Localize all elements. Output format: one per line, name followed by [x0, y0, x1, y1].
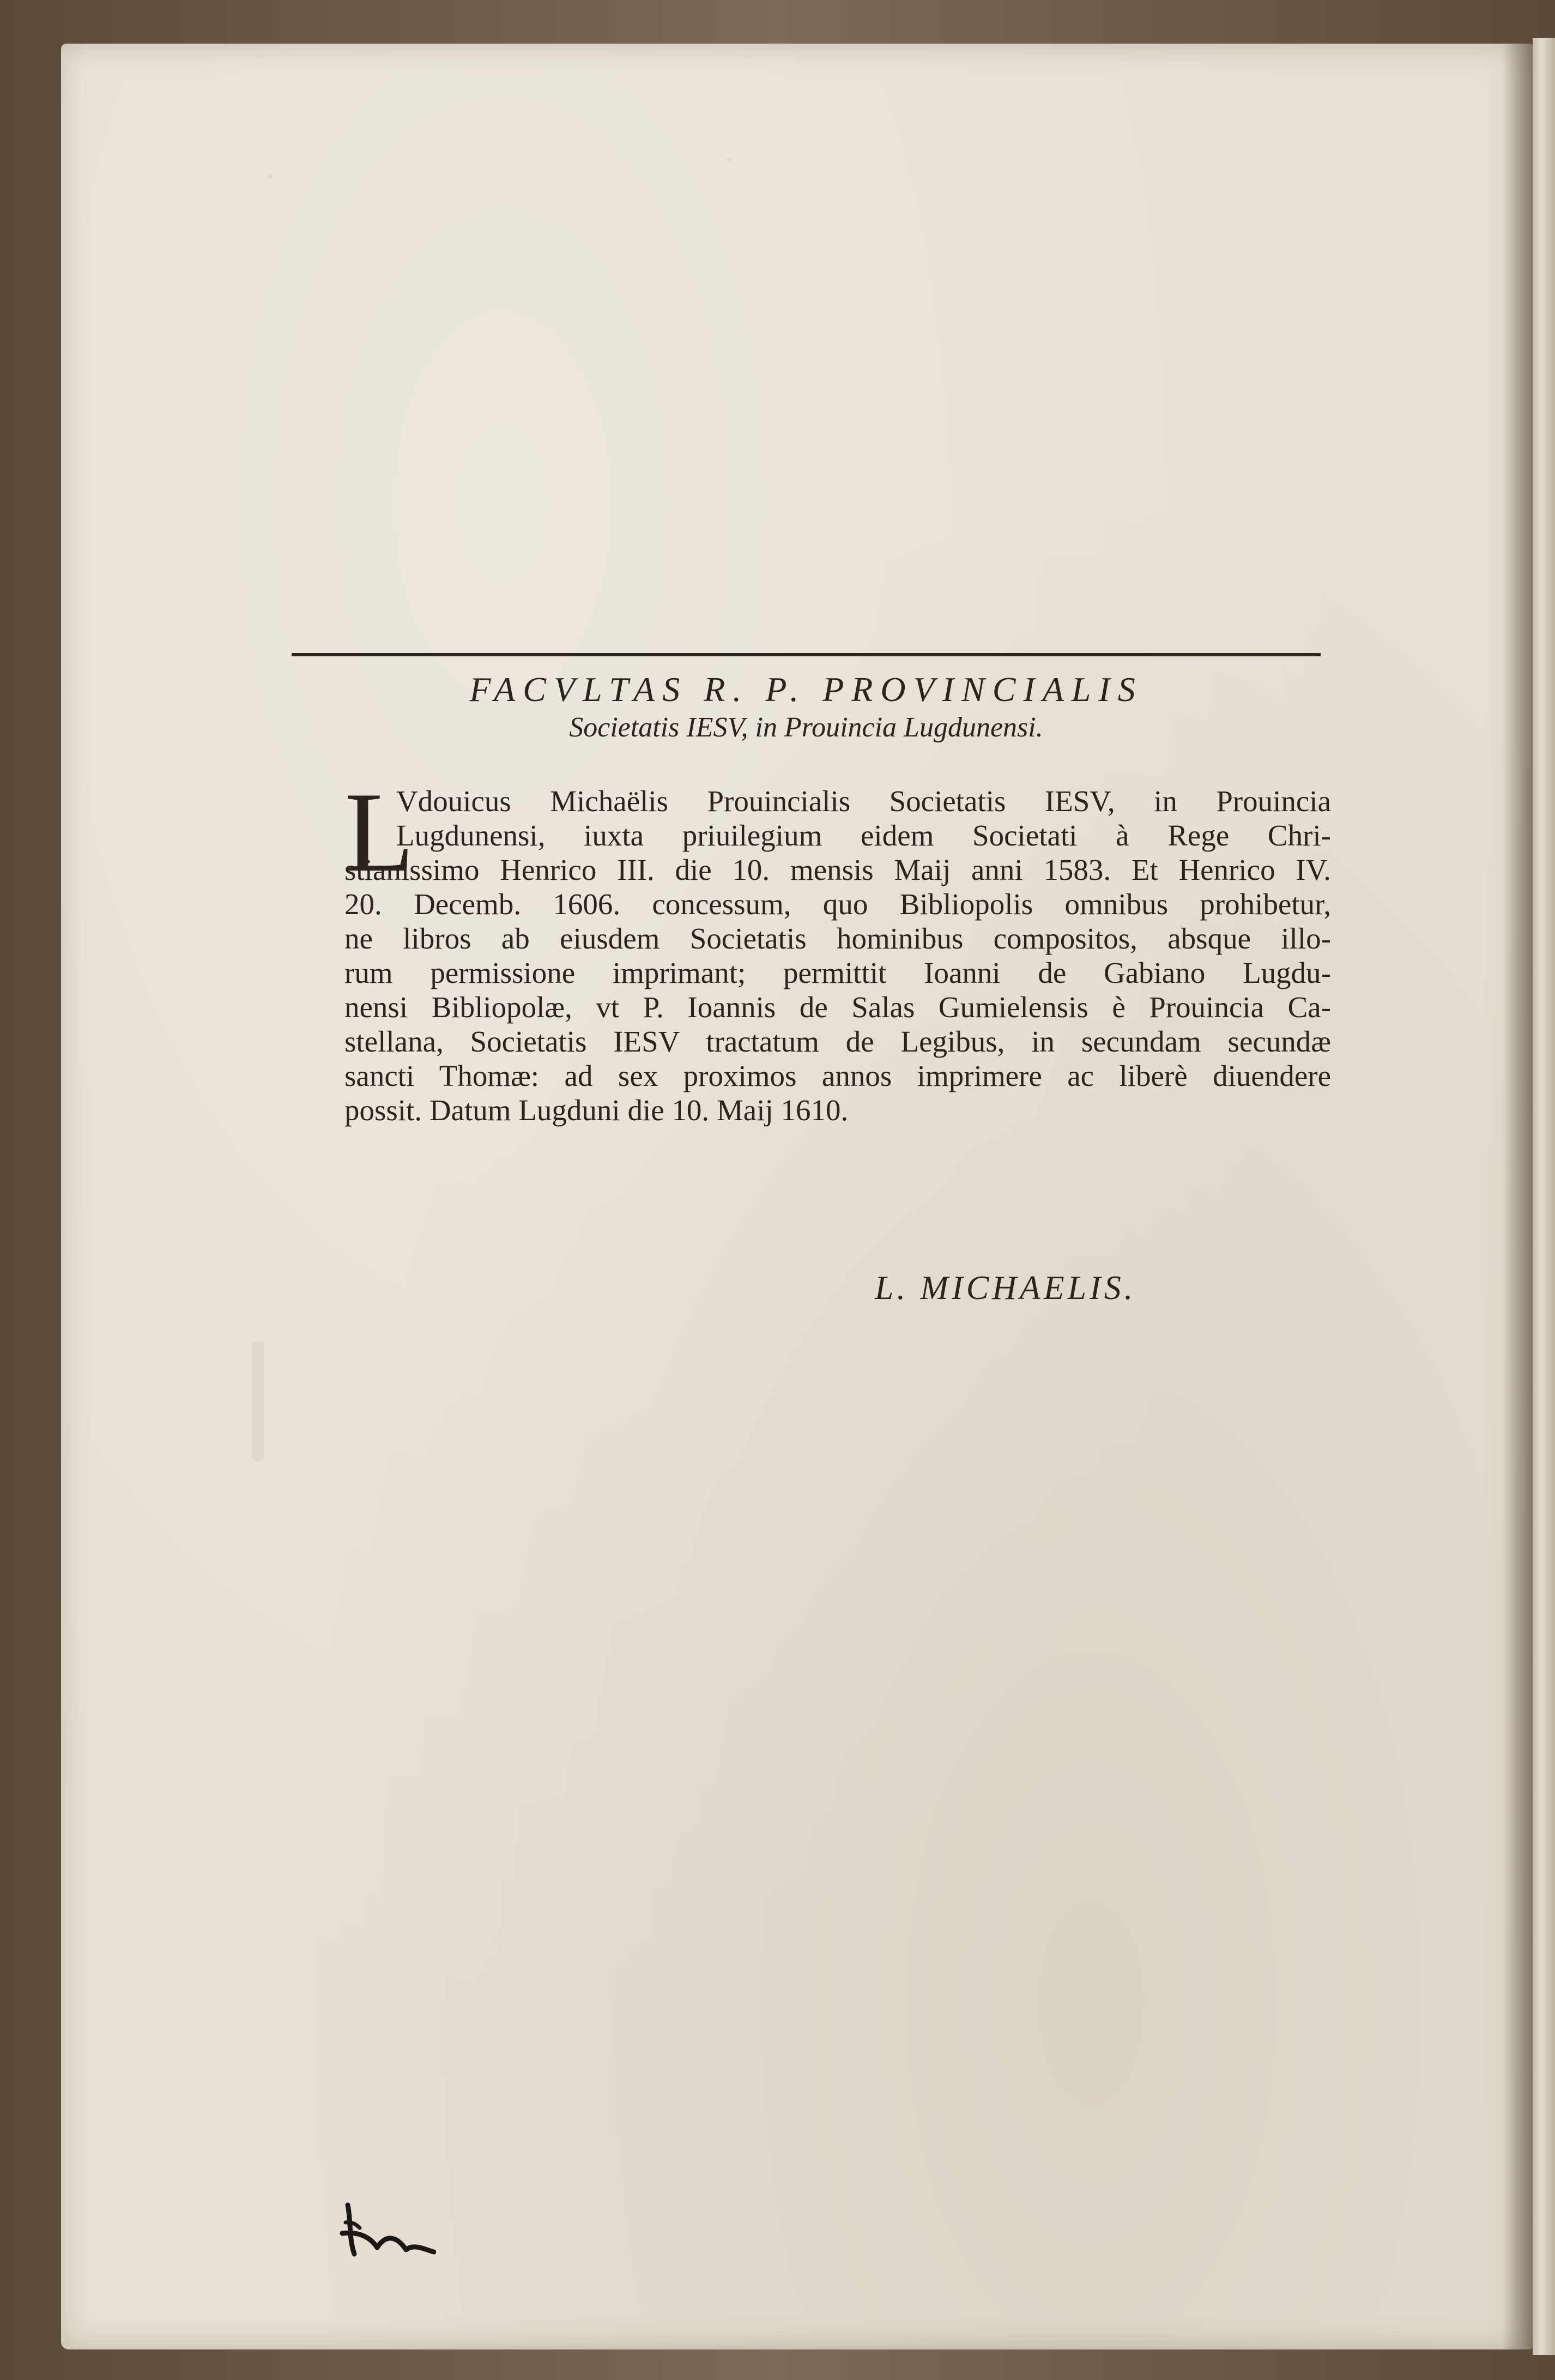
- body-line: 20. Decemb. 1606. concessum, quo Bibliopolis omnibus prohibetur,: [344, 887, 1331, 921]
- heading-rule: [292, 653, 1321, 656]
- handwritten-mark-icon: [338, 2200, 436, 2265]
- signature: L. MICHAELIS.: [875, 1270, 1136, 1307]
- page-subtitle: Societatis IESV, in Prouincia Lugdunensi.: [569, 712, 1043, 743]
- body-line: Lugdunensi, iuxta priuilegium eidem Societati à Rege Chri-: [396, 819, 1331, 852]
- next-page-edge: [1533, 38, 1555, 2355]
- page-title: FACVLTAS R. P. PROVINCIALIS: [469, 670, 1143, 709]
- body-line: rum permissione imprimant; permittit Ioanni de Gabiano Lugdu-: [344, 956, 1331, 989]
- book-page: [61, 44, 1533, 2349]
- body-line: nensi Bibliopolæ, vt P. Ioannis de Salas Gumielensis è Prouincia Ca-: [344, 990, 1331, 1024]
- body-line: ne libros ab eiusdem Societatis hominibus compositos, absque illo-: [344, 922, 1331, 955]
- body-line: sancti Thomæ: ad sex proximos annos imprimere ac liberè diuendere: [344, 1059, 1331, 1092]
- body-line: possit. Datum Lugduni die 10. Maij 1610.: [344, 1094, 849, 1127]
- body-line: Vdouicus Michaëlis Prouincialis Societatis IESV, in Prouincia: [396, 784, 1331, 818]
- paper-speck: [726, 158, 731, 161]
- paper-speck: [268, 174, 273, 179]
- page-gutter-shadow: [1503, 44, 1533, 2349]
- paper-stain: [252, 1341, 264, 1461]
- body-line: stianissimo Henrico III. die 10. mensis Maij anni 1583. Et Henrico IV.: [344, 853, 1331, 886]
- drop-cap-letter: L: [344, 769, 415, 896]
- body-line: stellana, Societatis IESV tractatum de Legibus, in secundam secundæ: [344, 1025, 1331, 1058]
- body-paragraph: [344, 784, 1331, 1127]
